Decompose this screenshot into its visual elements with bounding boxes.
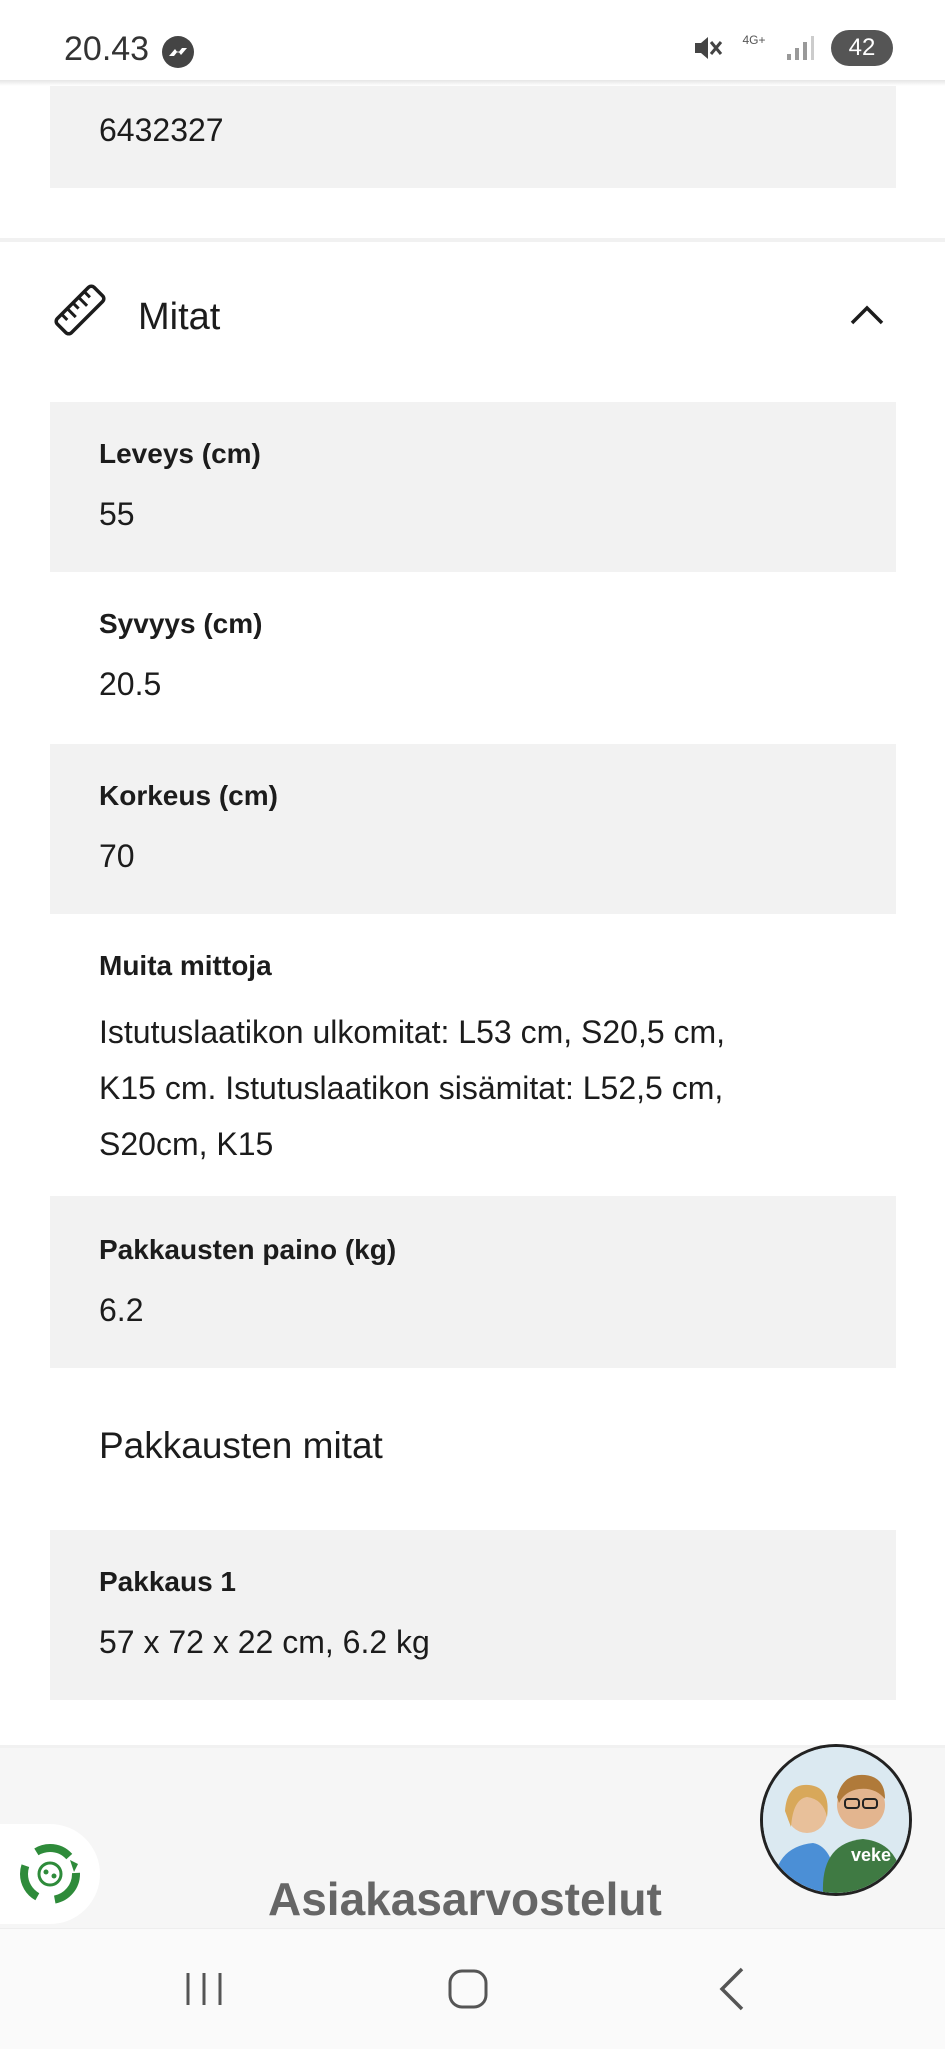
ruler-icon xyxy=(50,280,110,345)
spec-value: 6.2 xyxy=(99,1292,144,1328)
header-shadow xyxy=(0,80,945,86)
spec-long-line: S20cm, K15 xyxy=(99,1126,274,1162)
section-divider xyxy=(0,238,945,242)
package-value: 57 x 72 x 22 cm, 6.2 kg xyxy=(99,1624,430,1660)
spec-label: Muita mittoja xyxy=(99,950,272,981)
spec-long-line: Istutuslaatikon ulkomitat: L53 cm, S20,5 cm, xyxy=(99,1014,726,1050)
recycle-button[interactable] xyxy=(0,1824,100,1924)
spec-long-value xyxy=(99,1004,879,1172)
status-bar xyxy=(0,0,945,80)
support-people-image xyxy=(763,1747,909,1893)
mitat-section-header[interactable] xyxy=(0,280,945,360)
recycle-icon xyxy=(16,1840,84,1908)
messenger-icon xyxy=(162,36,194,68)
veke-logo: veke xyxy=(851,1845,892,1865)
packages-heading: Pakkausten mitat xyxy=(99,1425,383,1466)
spec-value: 55 xyxy=(99,496,135,532)
spec-row-leveys xyxy=(50,402,896,572)
spec-value: 70 xyxy=(99,838,135,874)
spec-label: Leveys (cm) xyxy=(99,438,261,469)
mute-icon xyxy=(693,34,723,67)
spec-value: 20.5 xyxy=(99,666,162,702)
section-title: Mitat xyxy=(138,296,221,338)
spec-row-syvyys xyxy=(50,572,896,744)
chevron-up-icon[interactable] xyxy=(849,304,885,331)
back-button[interactable] xyxy=(694,1961,774,2017)
package-label: Pakkaus 1 xyxy=(99,1566,236,1597)
system-nav-bar xyxy=(0,1928,945,2049)
recent-apps-button[interactable] xyxy=(164,1961,244,2017)
spec-label: Syvyys (cm) xyxy=(99,608,263,639)
reviews-title: Asiakasarvostelut xyxy=(268,1873,662,1925)
signal-icon xyxy=(785,36,815,67)
top-value-row xyxy=(50,80,896,188)
spec-label: Pakkausten paino (kg) xyxy=(99,1234,397,1265)
spec-row-muita-mittoja xyxy=(50,914,896,1196)
spec-long-line: K15 cm. Istutuslaatikon sisämitat: L52,5 cm, xyxy=(99,1070,724,1106)
network-label: 4G+ xyxy=(742,33,766,47)
spec-row-korkeus xyxy=(50,744,896,914)
chat-support-avatar[interactable] xyxy=(760,1744,912,1896)
home-button[interactable] xyxy=(428,1961,508,2017)
status-time: 20.43 xyxy=(64,30,150,68)
spec-row-paino xyxy=(50,1196,896,1368)
top-value: 6432327 xyxy=(99,112,224,148)
battery-indicator: 42 xyxy=(831,30,893,66)
spec-label: Korkeus (cm) xyxy=(99,780,278,811)
package-row xyxy=(50,1530,896,1700)
